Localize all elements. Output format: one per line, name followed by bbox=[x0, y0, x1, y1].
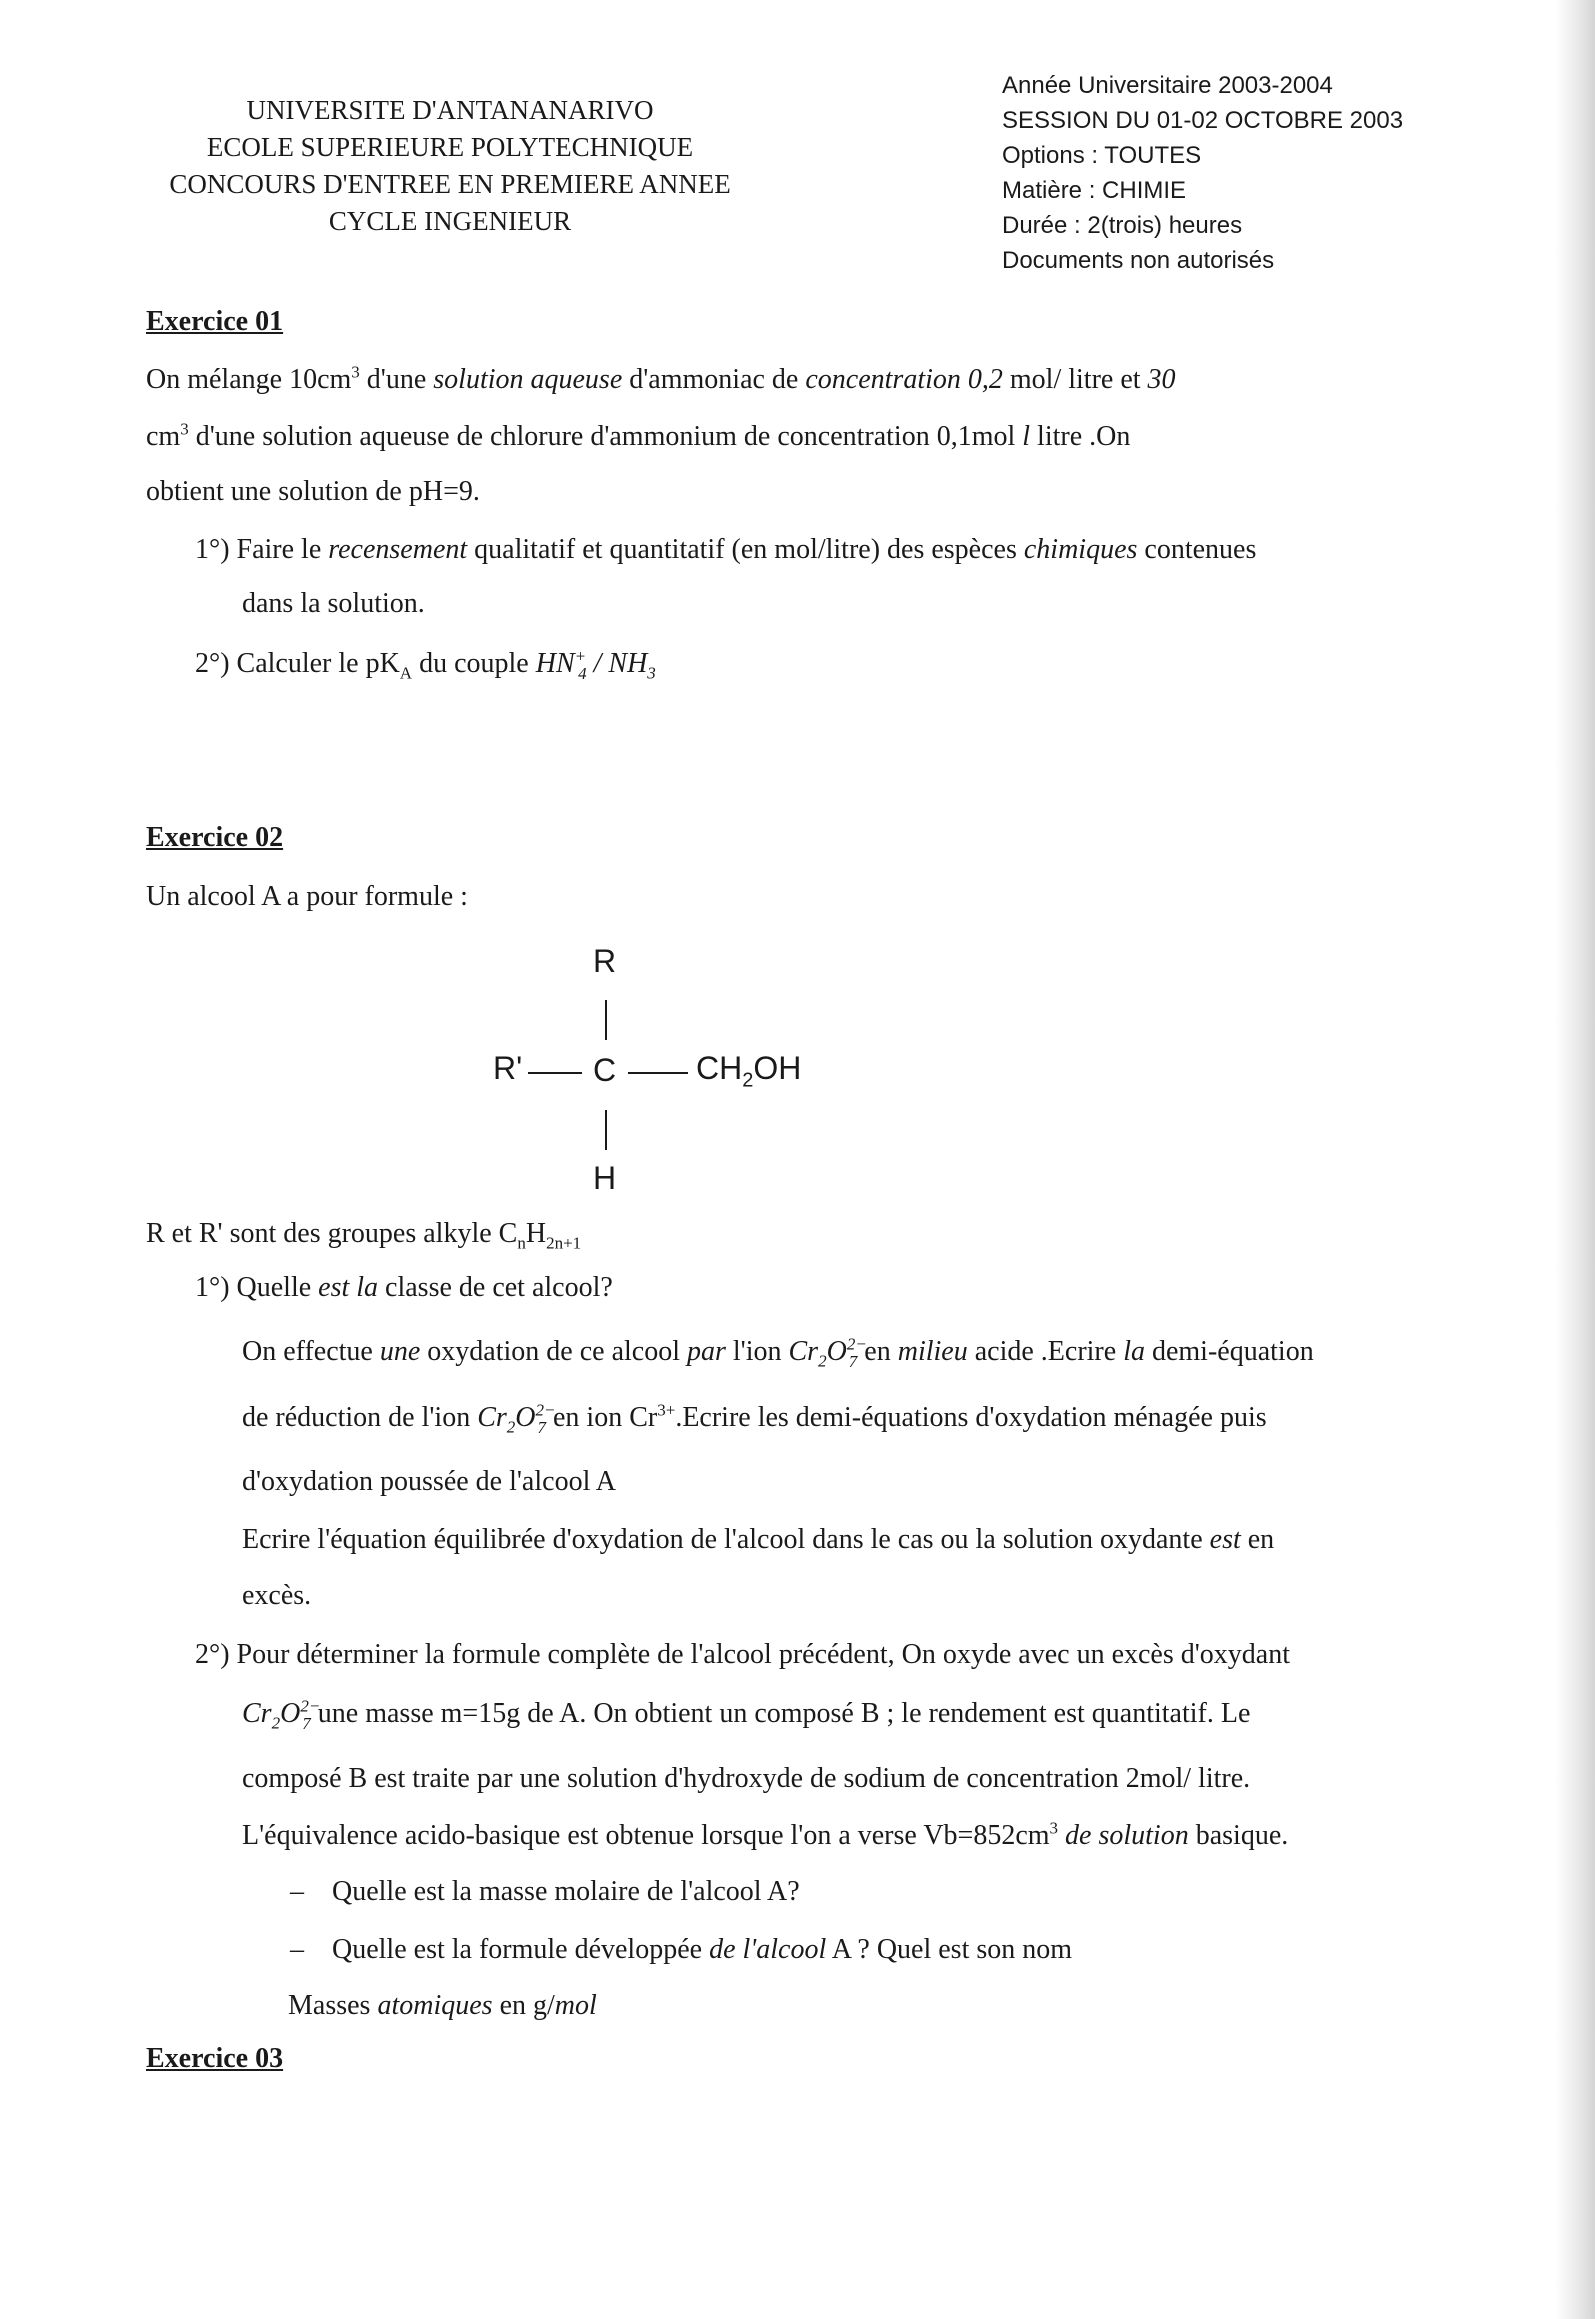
dichromate-ion: $Cr_2O^{2-}_7$ bbox=[477, 1400, 556, 1437]
ex2-para-2: de réduction de l'ion $Cr_2O^{2-}_7$ en ion $Cr^{3+}.Ecrire$ les demi-équations d'oxydation ménagée puis bbox=[242, 1400, 1267, 1437]
academic-year: Année Universitaire 2003-2004 bbox=[1002, 72, 1333, 99]
ex2-para-5: excès. bbox=[242, 1580, 312, 1611]
exercise-2-title: Exercice 02 bbox=[146, 822, 284, 853]
ex1-question-1-cont: dans la solution. bbox=[242, 588, 425, 619]
ex1-line-1: On mélange $10cm^3$ d'une solution aqueuse d'ammoniac de concentration 0,2 mol/ litre et 30 bbox=[146, 362, 1176, 395]
subject: Matière : CHIMIE bbox=[1002, 177, 1187, 204]
ex2-bullet-2: – Quelle est la formule développée de l'alcool A ? Quel est son nom bbox=[290, 1934, 1073, 1965]
ex2-question-1: 1°) Quelle est la classe de cet alcool? bbox=[195, 1272, 613, 1303]
formula-R-prime: R' bbox=[493, 1050, 523, 1086]
ex2-intro: Un alcool A a pour formule : bbox=[146, 881, 468, 912]
ex1-line-3: obtient une solution de pH=9. bbox=[146, 476, 480, 507]
documents-policy: Documents non autorisés bbox=[1002, 247, 1275, 274]
dichromate-ion: $Cr_2O^{2-}_7$ bbox=[788, 1334, 867, 1371]
ex2-atomic-masses: Masses atomiques en g/mol bbox=[288, 1990, 597, 2021]
school-name: ECOLE SUPERIEURE POLYTECHNIQUE bbox=[206, 132, 694, 162]
formula-H: H bbox=[593, 1160, 617, 1196]
ex2-alkyl-definition: R et R' sont des groupes alkyle $C_nH_{2n+1}$ bbox=[146, 1218, 582, 1253]
ex2-question-2-line-4: L'équivalence acido-basique est obtenue lorsque l'on a verse $Vb=852cm^3$ de solution basique. bbox=[242, 1818, 1289, 1851]
bond-Rp-C bbox=[528, 1072, 582, 1074]
ex2-bullet-1: – Quelle est la masse molaire de l'alcool A? bbox=[290, 1876, 800, 1907]
institution-header bbox=[130, 92, 770, 240]
formula-C: C bbox=[593, 1052, 617, 1088]
university-name: UNIVERSITE D'ANTANANARIVO bbox=[246, 95, 654, 125]
exercise-1-title: Exercice 01 bbox=[146, 306, 284, 337]
bond-C-H bbox=[605, 1110, 607, 1150]
ex1-question-1: 1°) Faire le recensement qualitatif et quantitatif (en mol/litre) des espèces chimiques contenues bbox=[195, 534, 1257, 565]
formula-R: R bbox=[593, 943, 617, 979]
ex1-line-2: $cm^3$ d'une solution aqueuse de chlorure d'ammonium de concentration 0,1mol l litre .On bbox=[146, 419, 1131, 452]
ex2-question-2-line-3: composé B est traite par une solution d'hydroxyde de sodium de concentration 2mol/ litre. bbox=[242, 1763, 1251, 1794]
duration: Durée : 2(trois) heures bbox=[1002, 212, 1243, 239]
bond-R-C bbox=[605, 1000, 607, 1040]
dichromate-ion: $Cr_2O^{2-}_7$ bbox=[242, 1696, 321, 1733]
exercise-3-title: Exercice 03 bbox=[146, 2043, 284, 2074]
bond-C-CH2OH bbox=[628, 1072, 688, 1074]
ex2-question-2: 2°) Pour déterminer la formule complète de l'alcool précédent, On oxyde avec un excès d'oxydant bbox=[195, 1639, 1290, 1670]
ex2-question-2-line-2: $Cr_2O^{2-}_7$ une masse m=15g de A. On obtient un composé B ; le rendement est quantitatif. Le bbox=[242, 1696, 1251, 1733]
ex2-para-3: d'oxydation poussée de l'alcool A bbox=[242, 1466, 617, 1497]
cycle-name: CYCLE INGENIEUR bbox=[328, 206, 572, 236]
session-date: SESSION DU 01-02 OCTOBRE 2003 bbox=[1002, 107, 1404, 134]
formula-CH2OH: $CH_2OH$ bbox=[696, 1050, 802, 1092]
ex2-para-4: Ecrire l'équation équilibrée d'oxydation de l'alcool dans le cas ou la solution oxydante est en bbox=[242, 1524, 1275, 1555]
options: Options : TOUTES bbox=[1002, 142, 1202, 169]
exam-info bbox=[1002, 68, 1403, 278]
ex1-question-2: 2°) Calculer le $pK_A$ du couple $HN^+_4 / NH_3$ bbox=[195, 646, 656, 683]
page-edge-shadow bbox=[1555, 0, 1595, 2319]
exam-name: CONCOURS D'ENTREE EN PREMIERE ANNEE bbox=[169, 169, 731, 199]
ex2-para-1: On effectue une oxydation de ce alcool par l'ion $Cr_2O^{2-}_7$ en milieu acide .Ecrire la demi-équation bbox=[242, 1334, 1314, 1371]
